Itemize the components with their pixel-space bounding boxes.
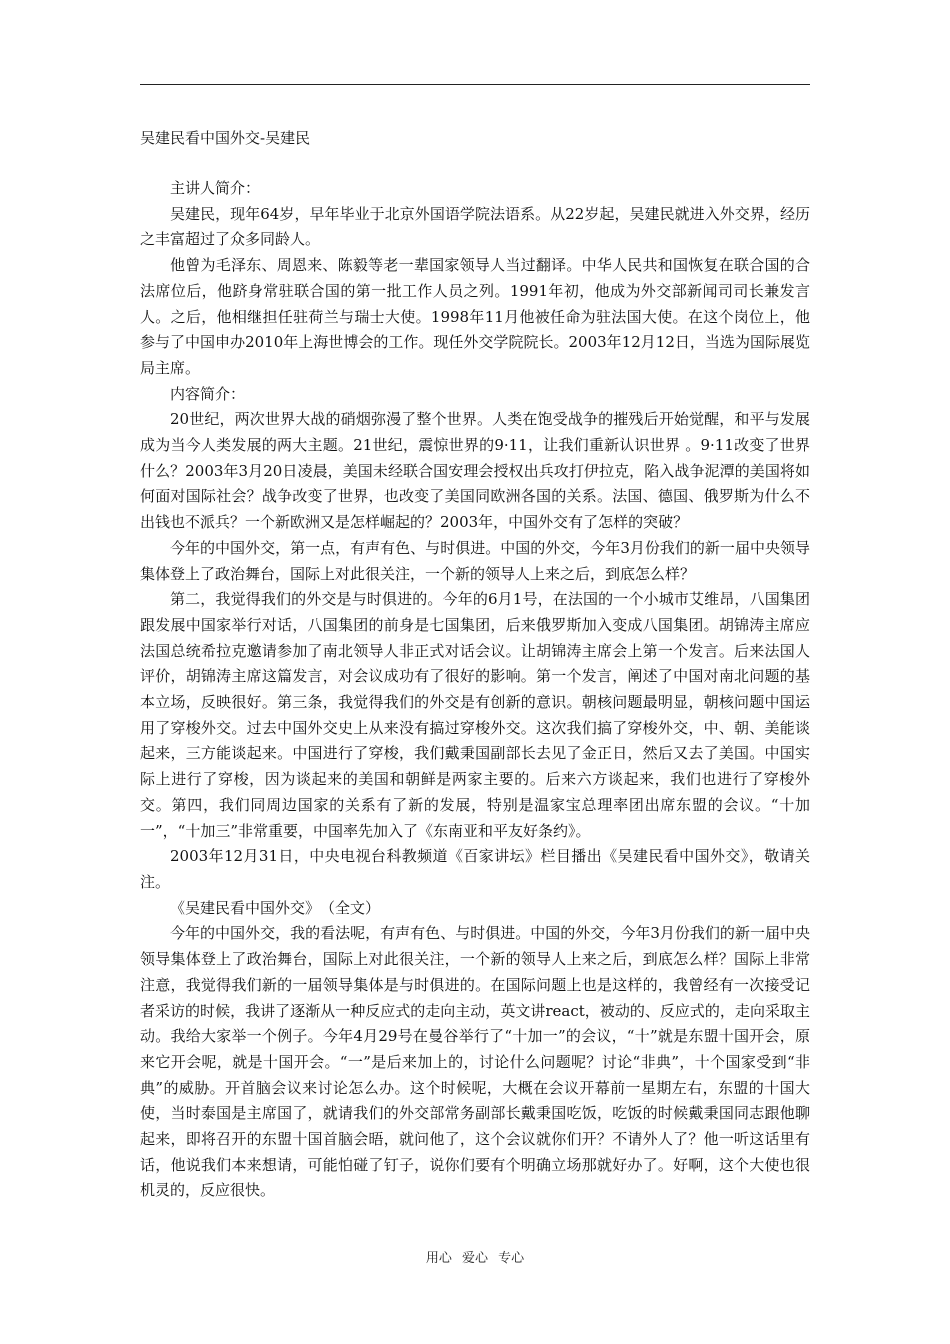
document-title: 吴建民看中国外交-吴建民 <box>140 129 311 147</box>
paragraph-speaker-bio-2: 他曾为毛泽东、周恩来、陈毅等老一辈国家领导人当过翻译。中华人民共和国恢复在联合国的合法席位后，他跻身常驻联合国的第一批工作人员之列。1991年初，他成为外交部新闻司司长兼发言人。之后，他相继担任驻荷兰与瑞士大使。1998年11月他被任命为驻法国大使。在这个岗位上，他参与了中国申办2010年上海世博会的工作。现任外交学院院长。2003年12月12日，当选为国际展览局主席。 <box>140 256 810 377</box>
page-footer: 用心 爱心 专心 <box>425 1251 525 1266</box>
paragraph-speaker-bio-1: 吴建民，现年64岁，早年毕业于北京外国语学院法语系。从22岁起，吴建民就进入外交界，经历之丰富超过了众多同龄人。 <box>140 204 810 249</box>
paragraph-broadcast-notice: 2003年12月31日，中央电视台科教频道《百家讲坛》栏目播出《吴建民看中国外交》，敬请关注。 <box>140 847 810 891</box>
paragraph-point-two: 第二，我觉得我们的外交是与时俱进的。今年的6月1号，在法国的一个小城市艾维昂，八国集团跟发展中国家举行对话，八国集团的前身是七国集团，后来俄罗斯加入变成八国集团。胡锦涛主席应法国总统希拉克邀请参加了南北领导人非正式对话会议。让胡锦涛主席会上第一个发言。后来法国人评价，胡锦涛主席这篇发言，对会议成功有了很好的影响。第一个发言，阐述了中国对南北问题的基本立场，反映很好。第三条，我觉得我们的外交是有创新的意识。朝核问题最明显，朝核问题中国运用了穿梭外交。过去中国外交史上从来没有搞过穿梭外交。这次我们搞了穿梭外交，中、朝、美能谈起来，三方能谈起来。中国进行了穿梭，我们戴秉国副部长去见了金正日，然后又去了美国。中国实际上进行了穿梭，因为谈起来的美国和朝鲜是两家主要的。后来六方谈起来，我们也进行了穿梭外交。第四，我们同周边国家的关系有了新的发展，特别是温家宝总理率团出席东盟的会议。“十加一”，“十加三”非常重要，中国率先加入了《东南亚和平友好条约》。 <box>140 590 810 840</box>
paragraph-fulltext-body: 今年的中国外交，我的看法呢，有声有色、与时俱进。中国的外交，今年3月份我们的新一届中央领导集体登上了政治舞台，国际上对此很关注，一个新的领导人上来之后，到底怎么样？国际上非常注意，我觉得我们新的一届领导集体是与时俱进的。在国际问题上也是这样的，我曾经有一次接受记者采访的时候，我讲了逐渐从一种反应式的走向主动，英文讲react，被动的、反应式的，走向采取主动。我给大家举一个例子。今年4月29号在曼谷举行了“十加一”的会议，“十”就是东盟十国开会，原来它开会呢，就是十国开会。“一”是后来加上的，讨论什么问题呢？讨论“非典”，十个国家受到“非典”的威胁。开首脑会议来讨论怎么办。这个时候呢，大概在会议开幕前一星期左右，东盟的十国大使，当时泰国是主席国了，就请我们的外交部常务副部长戴秉国吃饭，吃饭的时候戴秉国同志跟他聊起来，即将召开的东盟十国首脑会晤，就问他了，这个会议就你们开？不请外人了？他一听这话里有话，他说我们本来想请，可能怕碰了钉子，说你们要有个明确立场那就好办了。好啊，这个大使也很机灵的，反应很快。 <box>140 924 810 1200</box>
header-rule <box>140 84 810 85</box>
paragraph-point-one: 今年的中国外交，第一点，有声有色、与时俱进。中国的外交，今年3月份我们的新一届中央领导集体登上了政治舞台，国际上对此很关注，一个新的领导人上来之后，到底怎么样？ <box>140 538 810 583</box>
paragraph-content-summary: 20世纪，两次世界大战的硝烟弥漫了整个世界。人类在饱受战争的摧残后开始觉醒，和平与发展成为当今人类发展的两大主题。21世纪，震惊世界的9·11，让我们重新认识世界 。9·11改变了世界什么？2003年3月20日凌晨，美国未经联合国安理会授权出兵攻打伊拉克，陷入战争泥潭的美国将如何面对国际社会？战争改变了世界，也改变了美国同欧洲各国的关系。法国、德国、俄罗斯为什么不出钱也不派兵？一个新欧洲又是怎样崛起的？2003年，中国外交有了怎样的突破？ <box>140 410 810 532</box>
paragraph-content-heading: 内容简介： <box>170 384 246 403</box>
document-body <box>140 176 810 1204</box>
paragraph-fulltext-heading: 《吴建民看中国外交》 （全文） <box>170 898 381 917</box>
paragraph-speaker-heading: 主讲人简介： <box>170 179 261 197</box>
